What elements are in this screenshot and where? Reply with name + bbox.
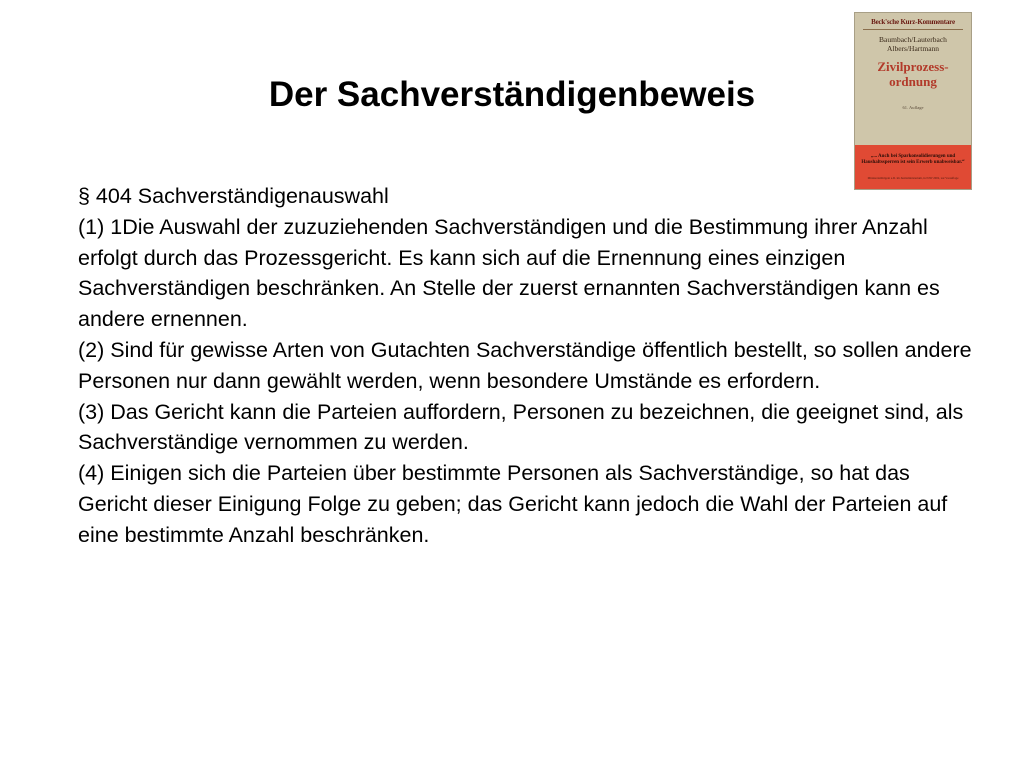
paragraph-1: (1) 1Die Auswahl der zuzuziehenden Sachverständigen und die Bestimmung ihrer Anzahl erfolgt durch das Prozessgericht. Es kann sich auf die Ernennung eines einzigen Sachverständigen beschränken. An Stelle der zuerst ernannten Sachverständigen kann es andere ernennen. — [78, 214, 940, 332]
cover-series: Beck'sche Kurz-Kommentare — [871, 18, 955, 26]
cover-paper — [855, 13, 971, 145]
cover-author-line: Albers/Hartmann — [886, 44, 940, 53]
paragraph-4: (4) Einigen sich die Parteien über bestimmte Personen als Sachverständige, so hat das Gericht dieser Einigung Folge zu geben; das Gericht kann jedoch die Wahl der Parteien auf eine bestimmte Anzahl beschränken. — [78, 461, 948, 547]
paragraph-2: (2) Sind für gewisse Arten von Gutachten Sachverständige öffentlich bestellt, so sollen andere Personen nur dann gewählt werden, wenn besondere Umstände es erfordern. — [78, 337, 972, 393]
cover-title-line: Zivilprozess- — [877, 59, 949, 74]
cover-author-line: Baumbach/Lauterbach — [879, 35, 947, 44]
slide-title: Der Sachverständigenbeweis — [268, 75, 756, 114]
book-cover-image — [854, 12, 972, 190]
cover-red-band — [855, 145, 971, 190]
cover-fine-print: Ministerialdirigent a.D. im Justizministerium, in NJW 2002, zur Vorauflage — [867, 176, 959, 180]
cover-title — [855, 59, 971, 89]
paragraph-3: (3) Das Gericht kann die Parteien auffordern, Personen zu bezeichnen, die geeignet sind, als Sachverständige vernommen zu werden. — [78, 399, 964, 455]
cover-divider — [863, 29, 963, 30]
cover-quote: „... Auch bei Sparkonsolidierungen und Haushaltssperren ist sein Erwerb unabweisbar.“ — [861, 154, 965, 165]
cover-title-line: ordnung — [889, 74, 937, 89]
body-text — [78, 181, 978, 551]
cover-edition: 61. Auflage — [902, 105, 924, 110]
cover-authors — [855, 35, 971, 53]
section-heading: § 404 Sachverständigenauswahl — [78, 184, 389, 208]
